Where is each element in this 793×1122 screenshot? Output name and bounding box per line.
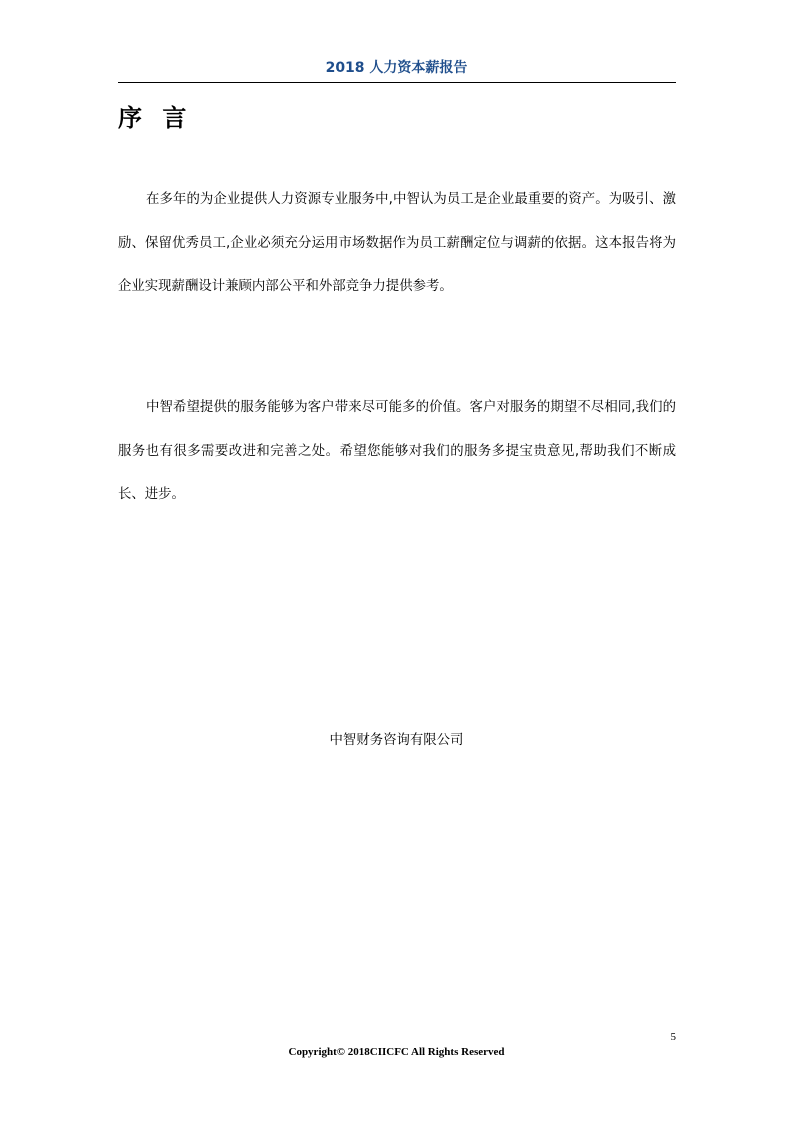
report-header-title: 2018 人力资本薪报告 bbox=[325, 60, 468, 76]
company-signature: 中智财务咨询有限公司 bbox=[329, 733, 464, 748]
preface-paragraph-2: 中智希望提供的服务能够为客户带来尽可能多的价值。客户对服务的期望不尽相同,我们的服务也有很多需要改进和完善之处。希望您能够对我们的服务多提宝贵意见,帮助我们不断成长、进步。 bbox=[118, 400, 676, 502]
header-divider bbox=[118, 82, 676, 83]
page-number: 5 bbox=[670, 1031, 676, 1043]
page-heading: 序 言 bbox=[118, 104, 193, 132]
copyright-notice: Copyright© 2018CIICFC All Rights Reserved bbox=[288, 1046, 505, 1058]
preface-paragraph-1: 在多年的为企业提供人力资源专业服务中,中智认为员工是企业最重要的资产。为吸引、激励、保留优秀员工,企业必须充分运用市场数据作为员工薪酬定位与调薪的依据。这本报告将为企业实现薪酬设计兼顾内部公平和外部竞争力提供参考。 bbox=[118, 192, 676, 294]
